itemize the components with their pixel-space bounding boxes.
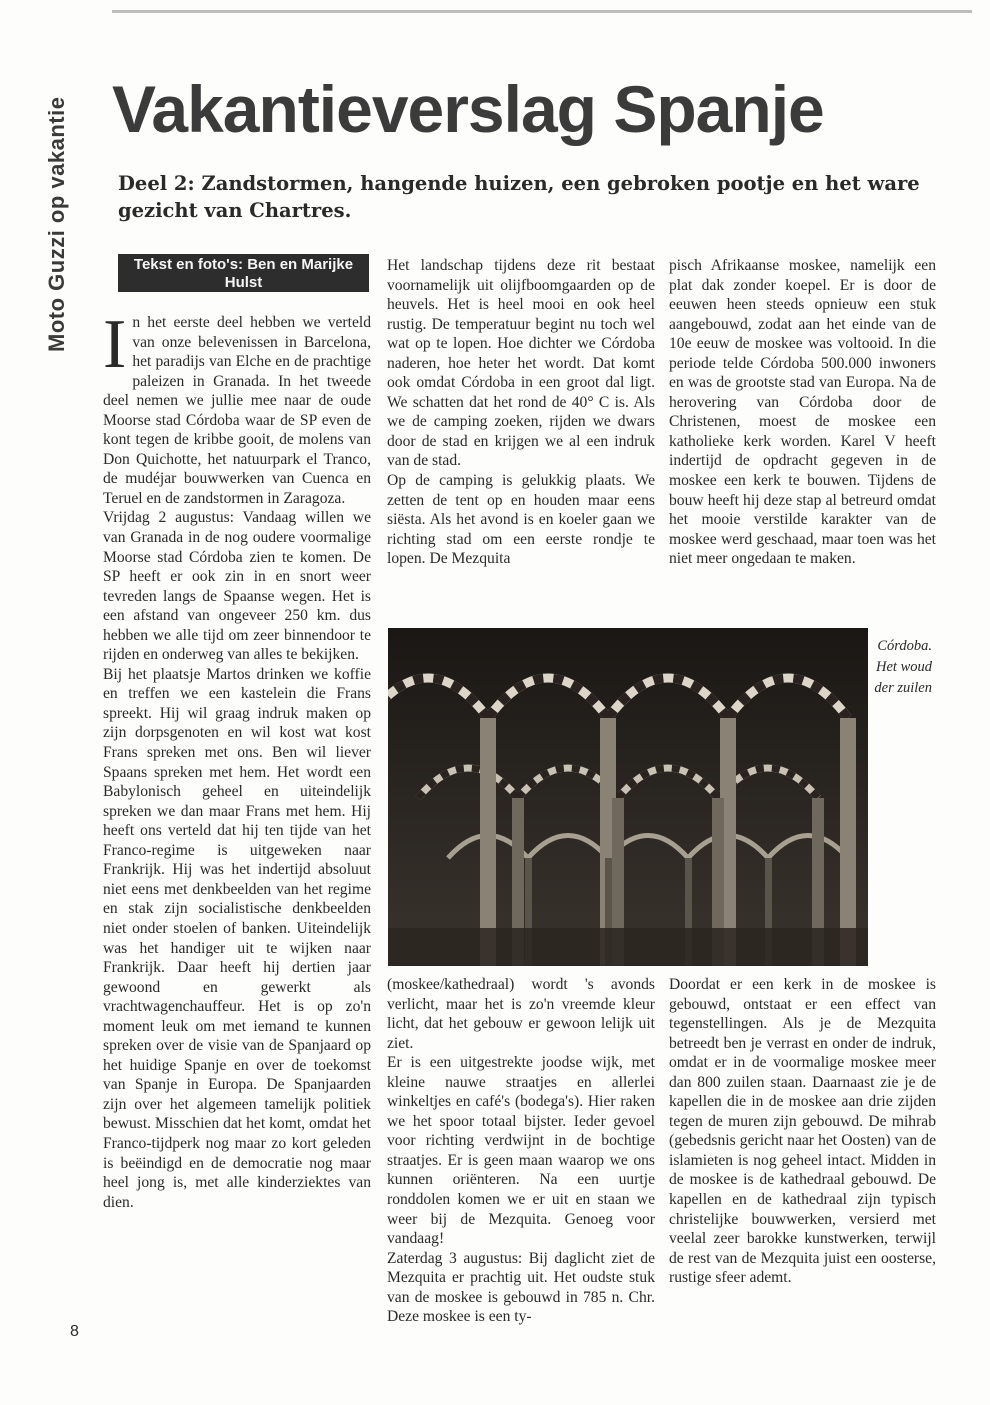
section-label: Moto Guzzi op vakantie <box>44 96 69 352</box>
top-rule <box>112 10 972 13</box>
column-3-bottom <box>669 975 936 1288</box>
intro-paragraph: n het eerste deel hebben we verteld van onze belevenissen in Barcelona, het paradijs van Elche en de prachtige paleizen in Granada. In het tweede deel nemen we jullie mee naar de oude Moorse stad Córdoba waar de SP even de kont tegen de kribbe gooit, de molens van Don Quichotte, het natuurpark el Tranco, de mudéjar bouwwerken van Cuenca en Teruel en de zandstormen in Zaragoza. <box>103 314 371 507</box>
column-3-top <box>669 256 936 569</box>
paragraph-jewish-quarter: Er is een uitgestrekte joodse wijk, met kleine nauwe straatjes en allerlei winkeltjes en café's (bodega's). Hier raken we het spoor totaal bijster. Ieder gevoel voor richting verdwijnt in de bochtige straatjes. Er is geen maan waarop we ons kunnen oriënteren. Na een uurtje ronddolen komen we er uit en staan we weer bij de Mezquita. Genoeg voor vandaag! <box>387 1054 655 1248</box>
column-2-top <box>387 256 655 569</box>
page-number: 8 <box>70 1323 79 1340</box>
paragraph-camping: Op de camping is gelukkig plaats. We zetten de tent op en houden maar eens siësta. Als het avond is en koeler gaan we richting stad om een eerste rondje te lopen. De Mezquita <box>387 472 655 568</box>
paragraph-evening: (moskee/kathedraal) wordt 's avonds verlicht, maar het is zo'n vreemde kleur licht, dat het gebouw er gewoon lelijk uit ziet. <box>387 976 655 1052</box>
mezquita-photo <box>388 628 868 966</box>
article-subtitle: Deel 2: Zandstormen, hangende huizen, een gebroken pootje en het ware gezicht van Chartres. <box>118 172 920 222</box>
article-title: Vakantieverslag Spanje <box>112 72 824 146</box>
arches-illustration <box>388 628 868 966</box>
column-2-bottom <box>387 975 655 1327</box>
paragraph-martos: Bij het plaatsje Martos drinken we koffie en treffen we een kastelein die Frans spreekt. Hij wil graag indruk maken op zijn dorpsgenoten en wil kost wat kost Frans spreken met ons. Ben wil liever Spaans spreken met hem. Het wordt een Babylonisch geheel en uiteindelijk spreken we dan maar Frans met hem. Hij heeft ons verteld dat hij ten tijde van het Franco-regime is uitgeweken naar Frankrijk. Hij was het indertijd absoluut niet eens met denkbeelden van het regime en stak zijn socialistische denkbeelden niet onder stoelen of banken. Uiteindelijk was het handiger uit te wijken naar Frankrijk. Daar heeft hij dertien jaar gewoond en gewerkt als vrachtwagenchauffeur. Het is op zo'n moment leuk om met iemand te kunnen spreken over de visie van de Spanjaard op het huidige Spanje en over de toekomst van Spanje in Europa. De Spanjaarden zijn over het algemeen tamelijk politiek bewust. Misschien dat het komt, omdat het Franco-tijdperk nog maar zo kort geleden is beëindigd en de democratie nog maar heel jong is, met alle kinderziektes van dien. <box>103 665 371 1211</box>
paragraph-friday: Vrijdag 2 augustus: Vandaag willen we van Granada in de nog oudere voormalige Moorse stad Córdoba zien te komen. De SP heeft er ook zin in en snort weer tevreden langs de Spaanse wegen. Het is een afstand van ongeveer 250 km. dus hebben we alle tijd om zeer binnendoor te rijden en onderweg van alles te bekijken. <box>103 509 371 664</box>
photo-caption: Córdoba. Het woud der zuilen <box>874 638 932 696</box>
column-1 <box>103 306 371 1212</box>
paragraph-landscape: Het landschap tijdens deze rit bestaat voornamelijk uit olijfboomgaarden op de heuvels. Het is heel mooi en ook heel rustig. De temperatuur begint nu toch wel wat op te lopen. Hoe dichter we Córdoba naderen, hoe heter het wordt. Dat komt ook omdat Córdoba in een groot dal ligt. We schatten dat het rond de 40° C is. Als we de camping zoeken, rijden we dwars door de stad en krijgen we al een indruk van de stad. <box>387 257 655 470</box>
drop-cap: I <box>103 306 127 383</box>
paragraph-mosque-history: pisch Afrikaanse moskee, namelijk een plat dak zonder koepel. Er is door de eeuwen heen steeds opnieuw een stuk aangebouwd, zodat aan het einde van de 10e eeuw de moskee was voltooid. In die periode telde Córdoba 500.000 inwoners en was de grootste stad van Europa. Na de herovering van Córdoba door de Christenen, moest de moskee een katholieke kerk worden. Karel V heeft indertijd de opdracht gegeven in de moskee een kerk te bouwen. Tijdens de bouw heeft hij deze stap al betreurd omdat het mooie verstilde karakter van de moskee werd geschaad, maar toen was het niet meer ongedaan te maken. <box>669 257 936 568</box>
paragraph-contrast: Doordat er een kerk in de moskee is gebouwd, ontstaat er een effect van tegenstellingen. Als je de Mezquita betreedt ben je verrast en onder de indruk, omdat er in de voormalige moskee meer dan 800 zuilen staan. Daarnaast zie je de kapellen die in de moskee aan drie zijden tegen de muren zijn gebouwd. De mihrab (gebedsnis gericht naar het Oosten) van de islamieten is nog geheel intact. Midden in de moskee is de kathedraal gebouwd. De kapellen en de kathedraal zijn typisch christelijke bouwwerken, versierd met veelal zeer barokke kunstwerken, terwijl de rest van de Mezquita juist een oosterse, rustige sfeer ademt. <box>669 976 936 1287</box>
byline-box: Tekst en foto's: Ben en Marijke Hulst <box>118 254 369 292</box>
paragraph-saturday: Zaterdag 3 augustus: Bij daglicht ziet de Mezquita er prachtig uit. Het oudste stuk van de moskee is gebouwd in 785 n. Chr. Deze moskee is een ty- <box>387 1249 655 1326</box>
